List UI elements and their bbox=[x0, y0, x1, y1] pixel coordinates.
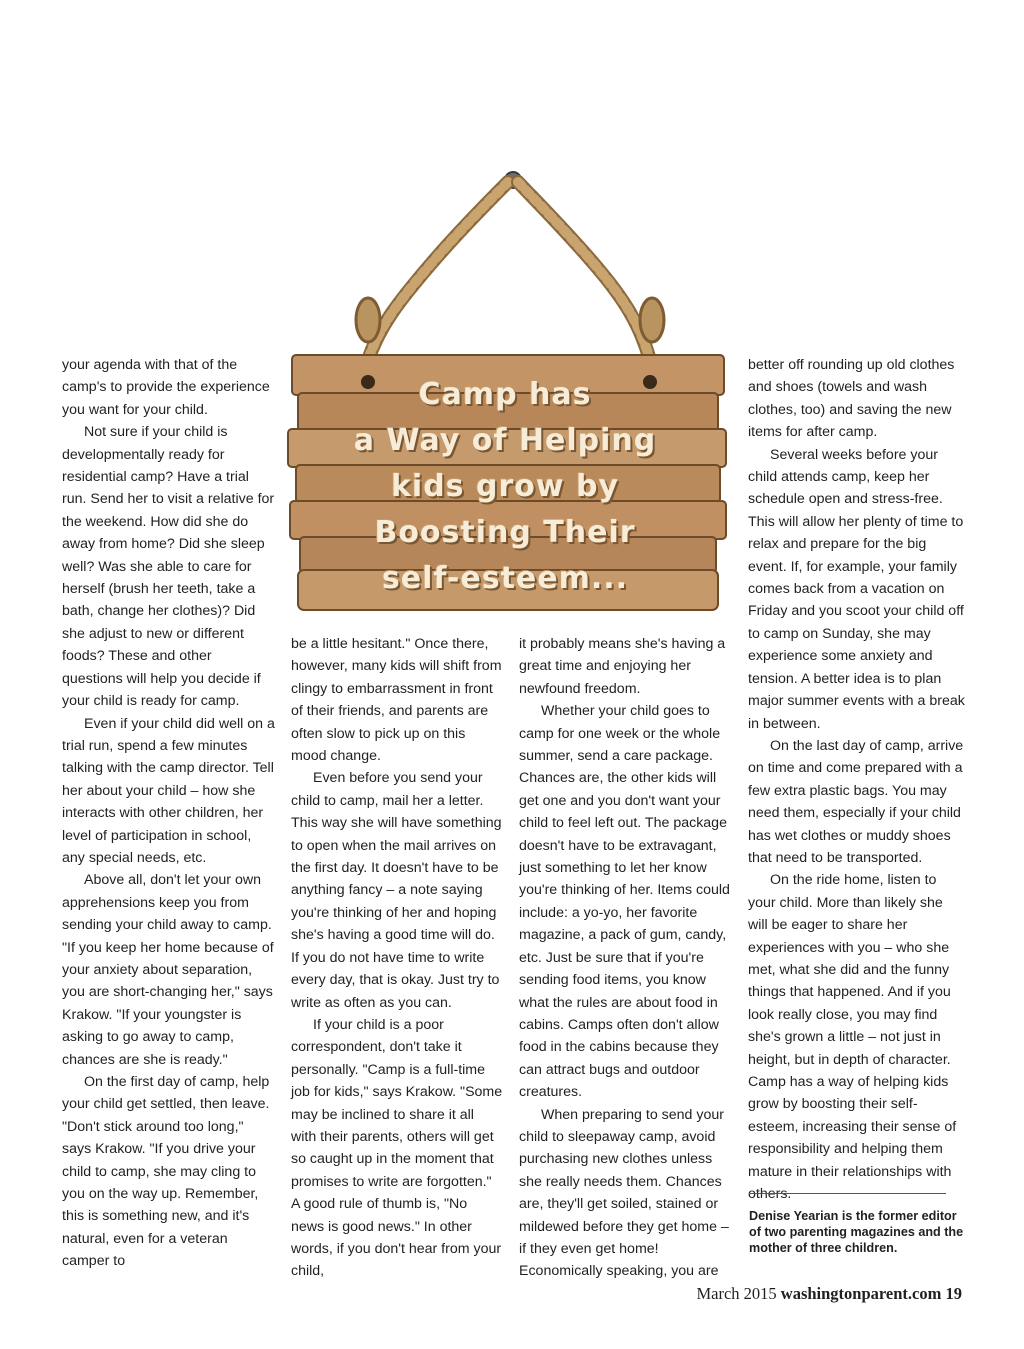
paragraph: be a little hesitant." Once there, however, many kids will shift from clingy to embarrassment in front of their friends, and parents are often slow to pick up on this mood change. bbox=[291, 636, 502, 765]
sign-line: Boosting Their bbox=[374, 515, 636, 550]
article-column-3 bbox=[519, 633, 737, 1283]
paragraph: your agenda with that of the camp's to provide the experience you want for your child. bbox=[62, 357, 270, 418]
sign-line: kids grow by bbox=[390, 469, 620, 504]
page-footer bbox=[686, 1284, 962, 1304]
article-column-4 bbox=[748, 354, 966, 1205]
article-column-1 bbox=[62, 354, 276, 1273]
paragraph: Above all, don't let your own apprehensions keep you from sending your child away to camp. "If you keep her home because of your anxiety about separation, you are short-changing her," says Krakow. "If your youngster is asking to go away to camp, chances are she is ready." bbox=[62, 872, 274, 1068]
sign-line: Camp has bbox=[418, 377, 592, 412]
sign-line: self-esteem... bbox=[381, 561, 629, 596]
paragraph: Even before you send your child to camp, mail her a letter. This way she will have something to open when the mail arrives on the first day. It doesn't have to be anything fancy – a note saying you're thinking of her and hoping she's having a good time will do. If you do not have time to write every day, that is okay. Just try to write as often as you can. bbox=[291, 770, 502, 1011]
author-bio: Denise Yearian is the former editor of two parenting magazines and the mother of three children. bbox=[749, 1209, 964, 1255]
page-number: 19 bbox=[945, 1284, 962, 1303]
paragraph: Even if your child did well on a trial run, spend a few minutes talking with the camp director. Tell her about your child – how she interacts with other children, her level of participation in school, any special needs, etc. bbox=[62, 715, 275, 866]
paragraph: Whether your child goes to camp for one week or the whole summer, send a care package. Chances are, the other kids will get one and you don't want your child to feel left out. The package doesn't have to be extravagant, just something to let her know you're thinking of her. Items could include: a yo-yo, her favorite magazine, a pack of gum, candy, etc. Just be sure that if you're sending food items, you know what the rules are about food in cabins. Camps often don't allow food in the cabins because they can attract bugs and outdoor creatures. bbox=[519, 703, 730, 1101]
paragraph: On the first day of camp, help your child get settled, then leave. "Don't stick around too long," says Krakow. "If you drive your child to camp, she may cling to you on the way up. Remember, this is something new, and it's natural, even for a veteran camper to bbox=[62, 1074, 270, 1270]
article-column-2 bbox=[291, 633, 503, 1283]
footer-date: March 2015 bbox=[696, 1284, 777, 1303]
paragraph: On the last day of camp, arrive on time and come prepared with a few extra plastic bags. You may need them, especially if your child has wet clothes or muddy shoes that need to be transported. bbox=[748, 737, 964, 866]
paragraph: If your child is a poor correspondent, don't take it personally. "Camp is a full-time job for kids," says Krakow. "Some may be inclined to share it all with their parents, others will get so caught up in the moment that promises to write are forgotten." A good rule of thumb is, "No news is good news." In other words, if you don't hear from your child, bbox=[291, 1016, 503, 1280]
footer-site: washingtonparent.com bbox=[780, 1284, 942, 1303]
paragraph: better off rounding up old clothes and shoes (towels and wash clothes, too) and saving the new items for after camp. bbox=[748, 357, 955, 441]
paragraph: When preparing to send your child to sleepaway camp, avoid purchasing new clothes unless she really needs them. Chances are, they'll get soiled, stained or mildewed before they get home – if they even get home! Economically speaking, you are bbox=[519, 1106, 729, 1280]
paragraph: On the ride home, listen to your child. More than likely she will be eager to share her experiences with you – who she met, what she did and the funny things that happened. And if you look really close, you may find she's grown a little – not just in height, but in depth of character. Camp has a way of helping kids grow by boosting their self-esteem, increasing their sense of responsibility and helping them mature in their relationships with others. bbox=[748, 872, 957, 1203]
paragraph: Not sure if your child is developmentally ready for residential camp? Have a trial run. Send her to visit a relative for the weekend. How did she do away from home? Did she sleep well? Was she able to care for herself (brush her teeth, take a bath, change her clothes)? Did she adjust to new or different foods? These and other questions will help you decide if your child is ready for camp. bbox=[62, 424, 275, 710]
sign-line: a Way of Helping bbox=[353, 423, 657, 458]
paragraph: Several weeks before your child attends camp, keep her schedule open and stress-free. This will allow her plenty of time to relax and prepare for the big event. If, for example, your family comes back from a vacation on Friday and you scoot your child off to camp on Sunday, she may experience some anxiety and tension. A better idea is to plan major summer events with a break in between. bbox=[748, 446, 965, 732]
bio-divider bbox=[749, 1193, 946, 1194]
paragraph: it probably means she's having a great time and enjoying her newfound freedom. bbox=[519, 636, 726, 697]
sign-headline bbox=[300, 372, 710, 602]
